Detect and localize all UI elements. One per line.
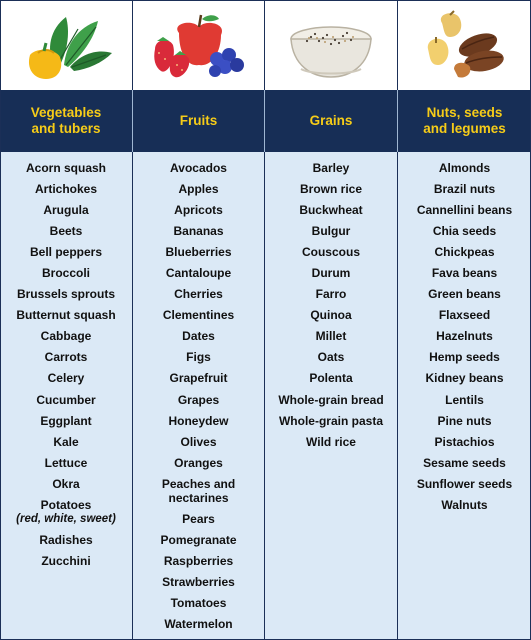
list-item-label: Couscous (301, 244, 360, 259)
list-item (265, 431, 397, 452)
list-item-label: Cannellini beans (416, 202, 513, 217)
list-item-label: Dates (182, 329, 215, 344)
list-item-label: Chickpeas (434, 244, 495, 259)
list-item-label: Raspberries (163, 554, 234, 569)
list-item-label: Olives (180, 434, 217, 449)
list-item (0, 473, 132, 494)
list-item-label: Acorn squash (25, 160, 106, 175)
list-item (398, 284, 531, 305)
list-item-label: Carrots (44, 350, 88, 365)
list-item-label: Whole-grain bread (278, 392, 384, 407)
list-item-label: Pistachios (434, 434, 495, 449)
list-item (133, 305, 264, 326)
list-item-label: Green beans (428, 287, 501, 302)
list-item-label: Pine nuts (437, 413, 492, 428)
list-item (133, 530, 264, 551)
list-item-label: Beets (49, 223, 83, 238)
list-item-label: Butternut squash (16, 308, 116, 323)
column-header (265, 90, 398, 152)
list-item (398, 199, 531, 220)
list-item (398, 178, 531, 199)
list-item-label: Blueberries (165, 244, 232, 259)
list-item-label: Bananas (173, 223, 224, 238)
list-item-label: Oats (317, 350, 345, 365)
list-item (133, 389, 264, 410)
list-item (398, 368, 531, 389)
header-label-nuts: Nuts, seeds and legumes (423, 105, 506, 136)
list-item (0, 305, 132, 326)
column-header (398, 90, 531, 152)
list-item (133, 368, 264, 389)
list-item-label: Flaxseed (438, 308, 491, 323)
list-item (0, 495, 132, 530)
list-item-label: Eggplant (40, 413, 92, 428)
list-item-label: Quinoa (310, 308, 352, 323)
list-item-label: Farro (315, 287, 347, 302)
list-item-label: Chia seeds (432, 223, 497, 238)
list-item-label: Durum (311, 266, 351, 281)
list-item (0, 326, 132, 347)
list-item (398, 389, 531, 410)
list-item-label: Arugula (43, 202, 89, 217)
list-item-label: Apricots (174, 202, 223, 217)
list-item-label: Avocados (170, 160, 227, 175)
list-item-label: Polenta (309, 371, 353, 386)
list-item (398, 241, 531, 262)
list-item (133, 178, 264, 199)
grains-bowl-icon (281, 9, 381, 81)
list-item (265, 368, 397, 389)
list-item-label: Tomatoes (170, 596, 227, 611)
list-item-label: Apples (178, 181, 219, 196)
list-item (398, 431, 531, 452)
list-vegetables (0, 152, 133, 640)
list-item-label: Sunflower seeds (416, 476, 513, 491)
list-item (265, 199, 397, 220)
column-header (133, 90, 265, 152)
fruits-icon-cell (133, 0, 265, 90)
list-item-label: Broccoli (41, 266, 90, 281)
list-item (0, 530, 132, 551)
list-item (265, 220, 397, 241)
list-item (133, 431, 264, 452)
list-item-label: Kidney beans (425, 371, 504, 386)
list-item-label: Fava beans (431, 266, 498, 281)
list-item (265, 326, 397, 347)
list-grains (265, 152, 398, 640)
list-item (133, 551, 264, 572)
list-item (133, 572, 264, 593)
list-item-label: Bulgur (311, 223, 351, 238)
list-item (398, 410, 531, 431)
list-item (0, 389, 132, 410)
list-item (265, 157, 397, 178)
list-item-label: Walnuts (441, 498, 488, 513)
list-item (398, 495, 531, 516)
list-item (265, 178, 397, 199)
list-item-label: Brussels sprouts (16, 287, 116, 302)
list-item (133, 410, 264, 431)
list-item (0, 284, 132, 305)
list-item-label: Radishes (39, 533, 93, 548)
list-item (133, 157, 264, 178)
list-item (398, 305, 531, 326)
list-item (265, 347, 397, 368)
list-item-label: Honeydew (168, 413, 229, 428)
list-item-label: Barley (312, 160, 350, 175)
header-label-grains: Grains (309, 113, 353, 128)
list-item (0, 241, 132, 262)
nuts-icon (414, 9, 514, 81)
list-item (0, 368, 132, 389)
list-item (0, 551, 132, 572)
list-item (0, 452, 132, 473)
list-item (0, 347, 132, 368)
list-item (133, 614, 264, 635)
list-item-label: Kale (53, 434, 79, 449)
list-item (133, 452, 264, 473)
list-item-label: Grapes (177, 392, 220, 407)
list-item-label: Cucumber (36, 392, 96, 407)
list-item (398, 220, 531, 241)
list-item-label: Strawberries (162, 575, 235, 590)
list-item (265, 284, 397, 305)
list-item (0, 199, 132, 220)
list-item (265, 262, 397, 283)
header-label-fruits: Fruits (179, 113, 218, 128)
grains-icon-cell (265, 0, 398, 90)
list-item-label: Buckwheat (299, 202, 363, 217)
list-item-label: Brown rice (299, 181, 362, 196)
list-item (265, 305, 397, 326)
list-item (398, 157, 531, 178)
list-item-label: Cabbage (40, 329, 92, 344)
list-item-label: Hazelnuts (436, 329, 493, 344)
list-item-label: Sesame seeds (423, 455, 506, 470)
list-item-label: Oranges (174, 455, 223, 470)
list-item-label: Lentils (445, 392, 484, 407)
fruits-icon (149, 9, 249, 81)
list-item-label: Clementines (162, 308, 235, 323)
list-item (133, 347, 264, 368)
list-item (133, 473, 264, 508)
list-item-label: Millet (315, 329, 347, 344)
list-item-label: Artichokes (34, 181, 98, 196)
list-item (0, 410, 132, 431)
vegetables-icon-cell (0, 0, 133, 90)
list-item (398, 347, 531, 368)
list-item-label: Grapefruit (169, 371, 228, 386)
list-fruits (133, 152, 265, 640)
list-item (0, 431, 132, 452)
list-item (265, 410, 397, 431)
list-item (133, 593, 264, 614)
list-item-label: Peaches and (161, 476, 236, 491)
list-item (398, 473, 531, 494)
list-item (265, 389, 397, 410)
list-item-label: Brazil nuts (433, 181, 496, 196)
vegetables-icon (16, 9, 116, 81)
list-item (133, 262, 264, 283)
list-item (0, 157, 132, 178)
list-item-note: (red, white, sweet) (16, 513, 116, 525)
list-item (0, 178, 132, 199)
list-item-label: Whole-grain pasta (278, 413, 383, 428)
list-item-label: Zucchini (41, 554, 91, 569)
list-item-label: Wild rice (306, 434, 356, 449)
list-item-label: Lettuce (44, 455, 88, 470)
list-item (133, 220, 264, 241)
list-item (398, 262, 531, 283)
nuts-icon-cell (398, 0, 531, 90)
list-item (133, 326, 264, 347)
list-item-label: Potatoes (40, 498, 92, 512)
list-item-label: Pomegranate (160, 533, 237, 548)
list-item (0, 262, 132, 283)
list-item-label-line2: nectarines (168, 490, 229, 505)
list-item (0, 220, 132, 241)
list-nuts (398, 152, 531, 640)
list-item-label: Figs (186, 350, 211, 365)
list-item (133, 508, 264, 529)
list-item (398, 326, 531, 347)
list-item-label: Pears (182, 511, 215, 526)
list-item (133, 199, 264, 220)
list-item-label: Cantaloupe (165, 266, 232, 281)
list-item-label: Okra (52, 476, 80, 491)
list-item (133, 241, 264, 262)
list-item-label: Watermelon (164, 617, 233, 632)
list-item-label: Bell peppers (29, 244, 103, 259)
list-item-label: Hemp seeds (429, 350, 500, 365)
list-item-label: Cherries (174, 287, 223, 302)
list-item (133, 284, 264, 305)
list-item (265, 241, 397, 262)
list-item (398, 452, 531, 473)
list-item-label: Celery (47, 371, 85, 386)
list-item-label: Almonds (438, 160, 491, 175)
column-header (0, 90, 133, 152)
header-label-vegetables: Vegetables and tubers (30, 105, 102, 136)
